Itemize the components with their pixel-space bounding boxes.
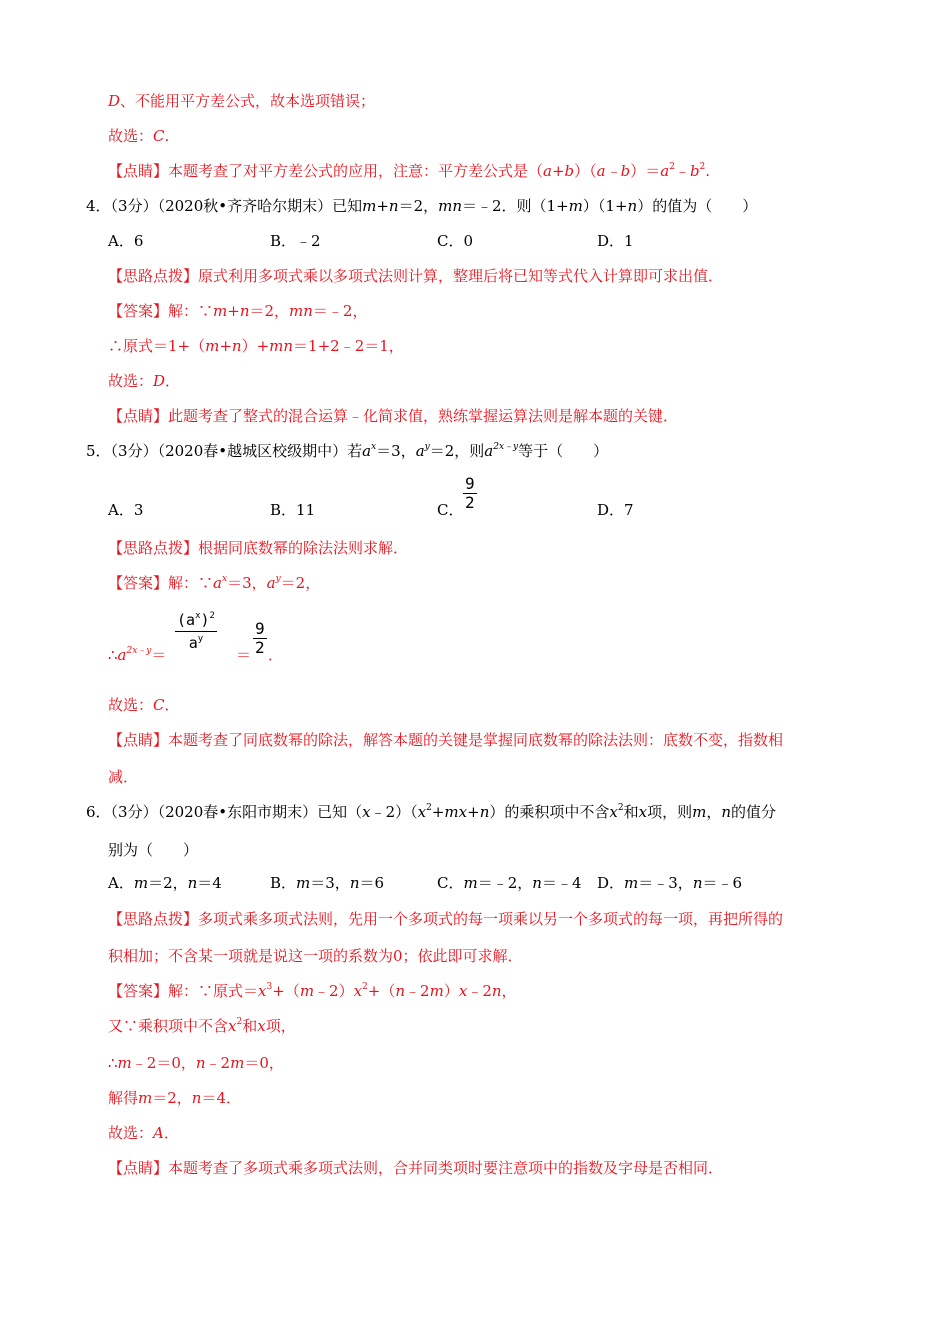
q6-note: 【点睛】本题考查了多项式乘多项式法则，合并同类项时要注意项中的指数及字母是否相同． <box>108 1159 724 1177</box>
q6-option-c: C．m＝﹣2，n＝﹣4 <box>437 874 582 892</box>
q5-answer: 【答案】解：$\because a^x=3$，$a^y=2$， <box>108 574 321 592</box>
q6-option-d: D．m＝﹣3，n＝﹣6 <box>597 874 743 892</box>
q4-stem: 4．（3分）（2020秋•齐齐哈尔期末）已知m+n＝2，mn＝﹣2．则（1+m）（1+n）的值为（ ） <box>86 197 758 215</box>
q5-option-d: D．7 <box>597 501 634 519</box>
q5-calc-fraction-2: $\frac{9}{2}$ <box>255 619 265 657</box>
q5-option-b: B．11 <box>270 501 316 519</box>
q5-calc-end: ． <box>268 646 284 664</box>
q4-hint: 【思路点拨】原式利用多项式乘以多项式法则计算，整理后将已知等式代入计算即可求出值． <box>108 267 724 285</box>
q5-note: 【点睛】本题考查了同底数幂的除法，解答本题的关键是掌握同底数幂的除法法则：底数不变，指数相 <box>108 731 784 749</box>
q6-option-a: A．m＝2，n＝4 <box>108 874 222 892</box>
q6-answer-step-1: 又∵乘积项中不含$x^2$和x项， <box>108 1017 296 1035</box>
q4-answer-step: ∴原式＝1+（m+n）+mn＝1+2﹣2＝1， <box>108 337 404 355</box>
q3-choice: 故选：C. <box>108 127 170 145</box>
q5-choice: 故选：C． <box>108 696 180 714</box>
q6-choice: 故选：A． <box>108 1124 179 1142</box>
q6-answer: 【答案】解：∵原式$=x^3+(m﹣2)x^2+(n﹣2m)x﹣2n$， <box>108 982 517 1000</box>
q5-calc-fraction-1: $\frac{(a^x)^2}{a^y}$ <box>177 611 215 652</box>
q4-option-d: D．1 <box>597 232 634 250</box>
q6-stem-cont: 别为（ ） <box>108 841 199 859</box>
q4-option-c: C．0 <box>437 232 474 250</box>
q5-option-c-fraction: $\frac{9}{2}$ <box>465 474 475 512</box>
q5-note-cont: 减． <box>108 768 139 786</box>
q5-hint: 【思路点拨】根据同底数幂的除法法则求解． <box>108 539 409 557</box>
q4-option-b: B．﹣2 <box>270 232 321 250</box>
q4-note: 【点睛】此题考查了整式的混合运算﹣化简求值，熟练掌握运算法则是解本题的关键． <box>108 407 679 425</box>
q4-answer: 【答案】解：∵m+n＝2，mn＝﹣2， <box>108 302 368 320</box>
q5-calc-lhs: $\therefore a^{2x﹣y}=$ <box>108 646 167 664</box>
q5-stem: 5．（3分）（2020春•越城区校级期中）若$a^x=3$，$a^y=2$，则$a^{2x﹣y}$等于（ ） <box>86 442 609 460</box>
q6-hint-cont: 积相加；不含某一项就是说这一项的系数为0；依此即可求解． <box>108 947 523 965</box>
q3-note: 【点睛】本题考查了对平方差公式的应用，注意：平方差公式是$(a+b)(a﹣b)=a^2﹣b^2$. <box>108 162 711 180</box>
q6-option-b: B．m＝3，n＝6 <box>270 874 385 892</box>
q4-choice: 故选：D． <box>108 372 181 390</box>
q4-option-a: A．6 <box>108 232 144 250</box>
q6-stem: 6．（3分）（2020春•东阳市期末）已知$(x﹣2)(x^2+mx+n)$的乘积项中不含$x^2$和x项，则m，n的值分 <box>86 803 777 821</box>
q5-calc-equals: ＝ <box>236 646 252 664</box>
q5-option-c: C． <box>437 501 464 519</box>
q6-hint: 【思路点拨】多项式乘多项式法则，先用一个多项式的每一项乘以另一个多项式的每一项，再把所得的 <box>108 910 784 928</box>
q6-answer-step-2: ∴m﹣2＝0，n﹣2m＝0， <box>108 1054 284 1072</box>
q6-answer-step-3: 解得m＝2，n＝4． <box>108 1089 242 1107</box>
q5-option-a: A．3 <box>108 501 144 519</box>
q3-option-d-analysis: D、不能用平方差公式，故本选项错误； <box>108 92 376 110</box>
